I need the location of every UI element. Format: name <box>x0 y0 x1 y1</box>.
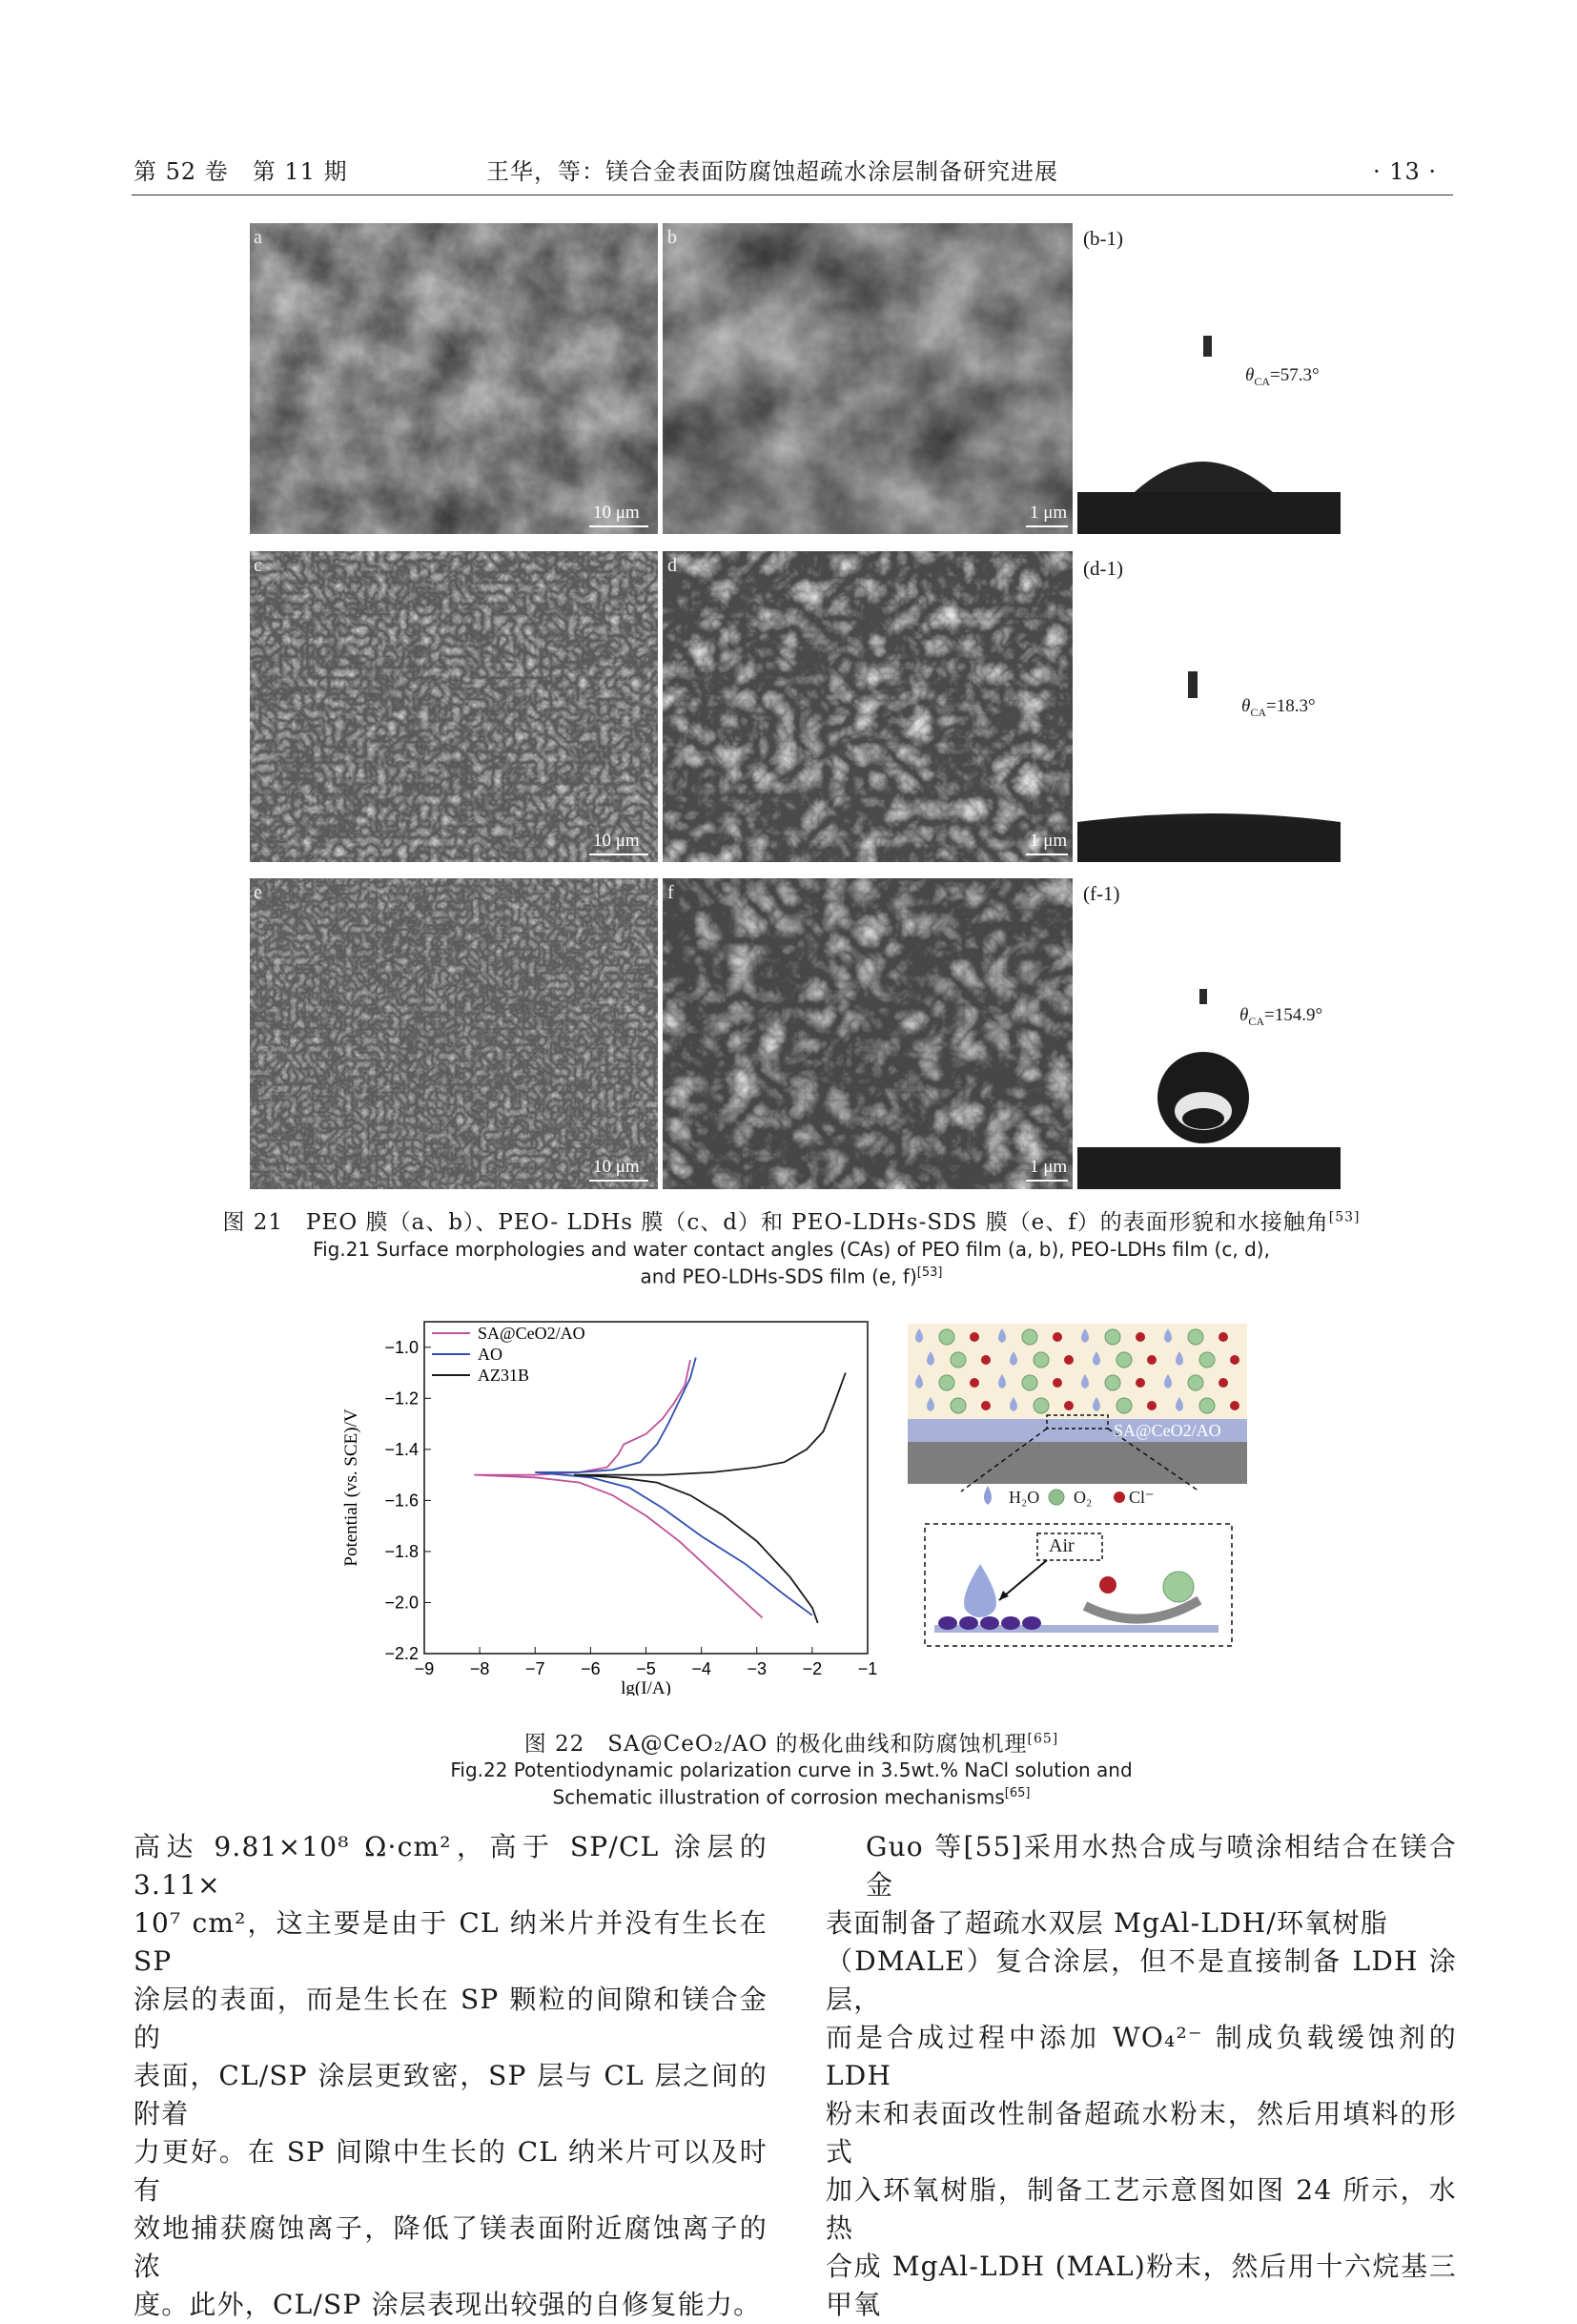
scale-bar-label-d: 1 μm <box>1030 831 1068 851</box>
left-line: 10⁷ cm²，这主要是由于 CL 纳米片并没有生长在 SP <box>133 1907 768 1977</box>
surface-particle <box>1001 1616 1020 1630</box>
chloride-particle <box>1230 1355 1239 1365</box>
air-label: Air <box>1049 1535 1075 1556</box>
coating-layer-label: SA@CeO2/AO <box>1114 1421 1221 1440</box>
oxygen-particle <box>1199 1352 1215 1368</box>
header-running-title: 王华，等：镁合金表面防腐蚀超疏水涂层制备研究进展 <box>486 158 1058 185</box>
x-tick-label: −1 <box>857 1659 878 1678</box>
x-tick-label: −7 <box>524 1659 545 1678</box>
y-tick-label: −1.8 <box>384 1541 419 1561</box>
x-tick-label: −2 <box>802 1659 823 1678</box>
panel-label-e: e <box>254 882 262 903</box>
scale-bar-label-f: 1 μm <box>1030 1157 1068 1177</box>
oxygen-detail <box>1163 1572 1194 1602</box>
scale-bar-c <box>589 854 648 855</box>
chloride-particle <box>981 1355 991 1365</box>
oxygen-particle <box>1022 1375 1037 1390</box>
fig21-caption-en-2: and PEO-LDHs-SDS film (e, f)[53] <box>640 1265 943 1288</box>
sem-image-b <box>663 223 1073 534</box>
series-line-sa-ceo2-ao-cathodic <box>474 1475 762 1618</box>
x-tick-label: −3 <box>747 1659 768 1678</box>
y-tick-label: −2.2 <box>384 1644 419 1663</box>
scale-bar-a <box>589 525 648 527</box>
panel-label-f1: (f-1) <box>1083 882 1120 905</box>
y-tick-label: −1.6 <box>384 1491 419 1511</box>
left-line: 效地捕获腐蚀离子，降低了镁表面附近腐蚀离子的浓 <box>133 2212 768 2282</box>
chloride-particle <box>1136 1378 1145 1388</box>
oxygen-particle <box>939 1329 954 1345</box>
x-tick-label: −5 <box>636 1659 656 1678</box>
left-line: 力更好。在 SP 间隙中生长的 CL 纳米片可以及时有 <box>133 2136 768 2206</box>
panel-label-c: c <box>254 555 262 576</box>
surface-particle <box>938 1616 957 1630</box>
series-line-az31b-cathodic <box>574 1475 818 1623</box>
fig21-caption-en-1: Fig.21 Surface morphologies and water contact angles (CAs) of PEO film (a, b), PEO-LDHs film (c, d), <box>313 1238 1270 1261</box>
scale-bar-f <box>1026 1180 1068 1182</box>
scale-bar-d <box>1026 854 1068 855</box>
x-tick-label: −9 <box>414 1659 435 1678</box>
right-line: 粉末和表面改性制备超疏水粉末，然后用填料的形式 <box>826 2098 1457 2168</box>
chloride-particle <box>1147 1355 1157 1365</box>
y-tick-label: −1.4 <box>384 1439 419 1459</box>
fig22-chart <box>334 1314 887 1696</box>
chloride-particle <box>1147 1401 1157 1410</box>
scale-bar-b <box>1026 525 1068 527</box>
contact-angle-image-f1 <box>1077 878 1341 1189</box>
right-line: 而是合成过程中添加 WO₄²⁻ 制成负载缓蚀剂的 LDH <box>826 2022 1457 2091</box>
body-column-left <box>133 1828 768 2324</box>
panel-label-d1: (d-1) <box>1083 557 1123 580</box>
panel-label-f: f <box>667 882 674 903</box>
right-line: Guo 等[55]采用水热合成与喷涂相结合在镁合金 <box>866 1831 1457 1901</box>
right-line: 合成 MgAl-LDH (MAL)粉末，然后用十六烷基三甲氧 <box>826 2251 1457 2320</box>
chloride-particle <box>970 1378 979 1388</box>
sem-image-f <box>663 878 1073 1189</box>
chloride-legend-icon <box>1114 1491 1125 1503</box>
surface-particle <box>980 1616 999 1630</box>
contact-angle-value-f1: $\theta_{CA}=154.9^\circ$ <box>1239 1005 1323 1028</box>
left-line: 涂层的表面，而是生长在 SP 颗粒的间隙和镁合金的 <box>133 1984 768 2053</box>
legend-oxygen-label: O₂ <box>1074 1488 1093 1507</box>
chloride-detail <box>1099 1576 1116 1594</box>
series-line-ao-anodic <box>535 1358 696 1472</box>
scale-bar-label-c: 10 μm <box>593 831 640 851</box>
fig22-caption-en-2: Schematic illustration of corrosion mechanisms[65] <box>552 1785 1031 1809</box>
panel-label-b1: (b-1) <box>1083 227 1123 250</box>
surface-particle <box>959 1616 978 1630</box>
oxygen-particle <box>951 1352 966 1368</box>
x-axis-label: lg(I/A) <box>621 1678 671 1696</box>
oxygen-particle <box>1034 1352 1049 1368</box>
chloride-particle <box>1053 1378 1062 1388</box>
fig22-caption-cn: 图 22 SA@CeO₂/AO 的极化曲线和防腐蚀机理[65] <box>523 1731 1059 1757</box>
surface-particle <box>1022 1616 1041 1630</box>
panel-label-b: b <box>667 227 677 248</box>
x-tick-label: −6 <box>581 1659 601 1678</box>
chloride-particle <box>981 1401 991 1410</box>
legend-label: AO <box>478 1345 502 1364</box>
header-page-number: · 13 · <box>1373 158 1438 185</box>
chloride-particle <box>1053 1332 1062 1342</box>
chloride-particle <box>1219 1378 1228 1388</box>
y-tick-label: −2.0 <box>384 1593 419 1613</box>
right-line: 表面制备了超疏水双层 MgAl-LDH/环氧树脂 <box>826 1907 1388 1939</box>
substrate-layer <box>908 1442 1247 1484</box>
fig22-caption-en-1: Fig.22 Potentiodynamic polarization curve in 3.5wt.% NaCl solution and <box>450 1758 1133 1781</box>
chloride-particle <box>1064 1355 1074 1365</box>
oxygen-particle <box>1188 1329 1203 1345</box>
sem-image-e <box>250 878 658 1189</box>
body-column-right <box>826 1828 1457 2324</box>
legend-label: AZ31B <box>478 1366 529 1385</box>
oxygen-particle <box>1116 1398 1132 1413</box>
oxygen-particle <box>1034 1398 1049 1413</box>
series-line-ao-cathodic <box>535 1472 812 1615</box>
oxygen-particle <box>1105 1329 1120 1345</box>
oxygen-particle <box>1022 1329 1037 1345</box>
right-line: （DMALE）复合涂层，但不是直接制备 LDH 涂层， <box>826 1945 1457 2015</box>
sem-image-d <box>663 551 1073 862</box>
oxygen-particle <box>1116 1352 1132 1368</box>
polarization-chart-svg <box>334 1314 887 1696</box>
y-axis-label: Potential (vs. SCE)/V <box>341 1409 361 1567</box>
contact-angle-value-d1: $\theta_{CA}=18.3^\circ$ <box>1241 696 1316 719</box>
oxygen-particle <box>1188 1375 1203 1390</box>
oxygen-particle <box>951 1398 966 1413</box>
scale-bar-e <box>589 1180 648 1182</box>
chloride-particle <box>1136 1332 1145 1342</box>
header-volume-issue: 第 52 卷 第 11 期 <box>133 158 348 185</box>
scale-bar-label-e: 10 μm <box>593 1157 640 1177</box>
panel-label-a: a <box>254 227 262 248</box>
water-drop-legend-icon <box>984 1486 992 1505</box>
left-line: 表面，CL/SP 涂层更致密，SP 层与 CL 层之间的附着 <box>133 2060 768 2129</box>
oxygen-legend-icon <box>1049 1490 1064 1505</box>
oxygen-particle <box>1199 1398 1215 1413</box>
y-tick-label: −1.0 <box>384 1337 419 1357</box>
legend-label: SA@CeO2/AO <box>478 1324 585 1343</box>
chloride-particle <box>970 1332 979 1342</box>
chloride-particle <box>1230 1401 1239 1410</box>
sem-image-a <box>250 223 658 534</box>
x-tick-label: −4 <box>691 1659 711 1678</box>
left-line: 度。此外，CL/SP 涂层表现出较强的自修复能力。 <box>133 2289 762 2320</box>
sem-image-c <box>250 551 658 862</box>
scale-bar-label-b: 1 μm <box>1030 503 1068 523</box>
left-line: 高达 9.81×10⁸ Ω·cm²，高于 SP/CL 涂层的 3.11× <box>133 1831 768 1901</box>
legend-water-label: H₂O <box>1009 1488 1040 1507</box>
scale-bar-label-a: 10 μm <box>593 503 640 523</box>
chloride-particle <box>1064 1401 1074 1410</box>
legend-chloride-label: Cl⁻ <box>1129 1488 1155 1507</box>
oxygen-particle <box>1105 1375 1120 1390</box>
y-tick-label: −1.2 <box>384 1388 419 1409</box>
chloride-particle <box>1219 1332 1228 1342</box>
oxygen-particle <box>939 1375 954 1390</box>
x-tick-label: −8 <box>469 1659 490 1678</box>
fig21-caption-cn: 图 21 PEO 膜（a、b）、PEO- LDHs 膜（c、d）和 PEO-LDHs-SDS 膜（e、f）的表面形貌和水接触角[53] <box>222 1209 1361 1235</box>
right-line: 加入环氧树脂，制备工艺示意图如图 24 所示，水热 <box>826 2174 1457 2244</box>
contact-angle-value-b1: $\theta_{CA}=57.3^\circ$ <box>1245 365 1320 388</box>
panel-label-d: d <box>667 555 677 576</box>
